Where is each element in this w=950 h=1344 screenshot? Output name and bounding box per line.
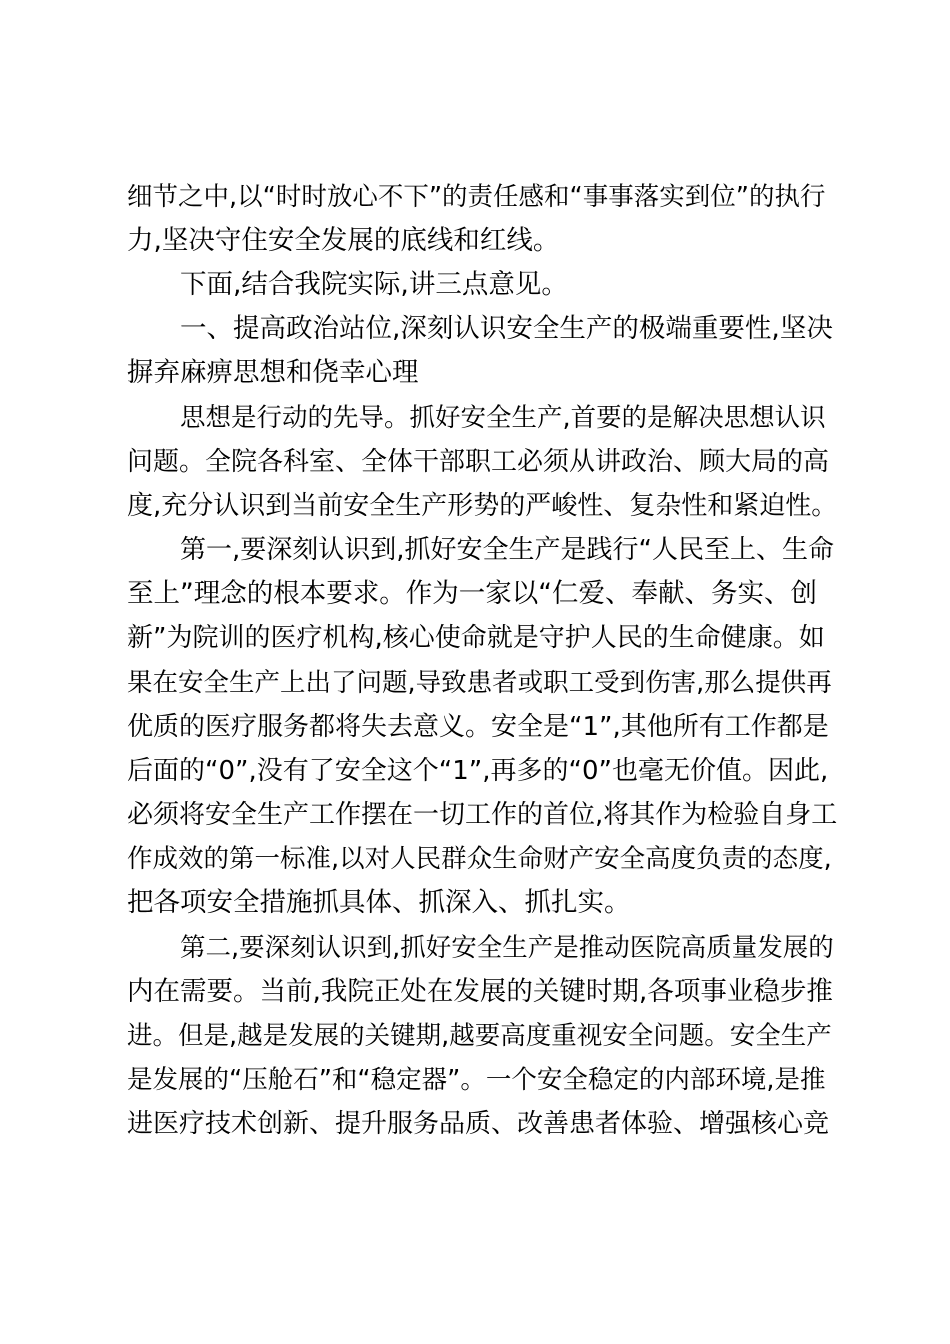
- text-line: 把各项安全措施抓具体、抓深入、抓扎实。: [127, 887, 631, 918]
- text-line: 必须将安全生产工作摆在一切工作的首位,将其作为检验自身工: [127, 800, 838, 830]
- text-line: 后面的“0”,没有了安全这个“1”,再多的“0”也毫无价值。因此,: [127, 756, 829, 786]
- paragraph-text: 第二,要深刻认识到,抓好安全生产是推动医院高质量发展的: [180, 933, 834, 963]
- section-heading: 一、提高政治站位,深刻认识安全生产的极端重要性,坚决: [180, 313, 833, 344]
- text-line: 至上”理念的根本要求。作为一家以“仁爱、奉献、务实、创: [127, 578, 817, 609]
- paragraph-text: 下面,结合我院实际,讲三点意见。: [180, 269, 568, 300]
- text-line: 新”为院训的医疗机构,核心使命就是守护人民的生命健康。如: [127, 623, 825, 653]
- text-line: 果在安全生产上出了问题,导致患者或职工受到伤害,那么提供再: [127, 668, 832, 698]
- text-line: 力,坚决守住安全发展的底线和红线。: [127, 225, 560, 256]
- text-line: 问题。全院各科室、全体干部职工必须从讲政治、顾大局的高: [127, 447, 830, 477]
- text-line: 内在需要。当前,我院正处在发展的关键时期,各项事业稳步推: [127, 976, 833, 1007]
- text-line: 作成效的第一标准,以对人民群众生命财产安全高度负责的态度,: [127, 844, 832, 874]
- text-line: 是发展的“压舱石”和“稳定器”。一个安全稳定的内部环境,是推: [127, 1065, 826, 1095]
- paragraph-text: 思想是行动的先导。抓好安全生产,首要的是解决思想认识: [180, 403, 826, 433]
- text-line: 度,充分认识到当前安全生产形势的严峻性、复杂性和紧迫性。: [127, 491, 838, 521]
- section-heading: 摒弃麻痹思想和侥幸心理: [127, 357, 419, 388]
- paragraph-text: 第一,要深刻认识到,抓好安全生产是践行“人民至上、生命: [180, 535, 834, 565]
- text-line: 优质的医疗服务都将失去意义。安全是“1”,其他所有工作都是: [127, 712, 829, 742]
- text-line: 细节之中,以“时时放心不下”的责任感和“事事落实到位”的执行: [127, 182, 826, 212]
- text-line: 进。但是,越是发展的关键期,越要高度重视安全问题。安全生产: [127, 1021, 832, 1051]
- text-line: 进医疗技术创新、提升服务品质、改善患者体验、增强核心竞: [127, 1109, 830, 1139]
